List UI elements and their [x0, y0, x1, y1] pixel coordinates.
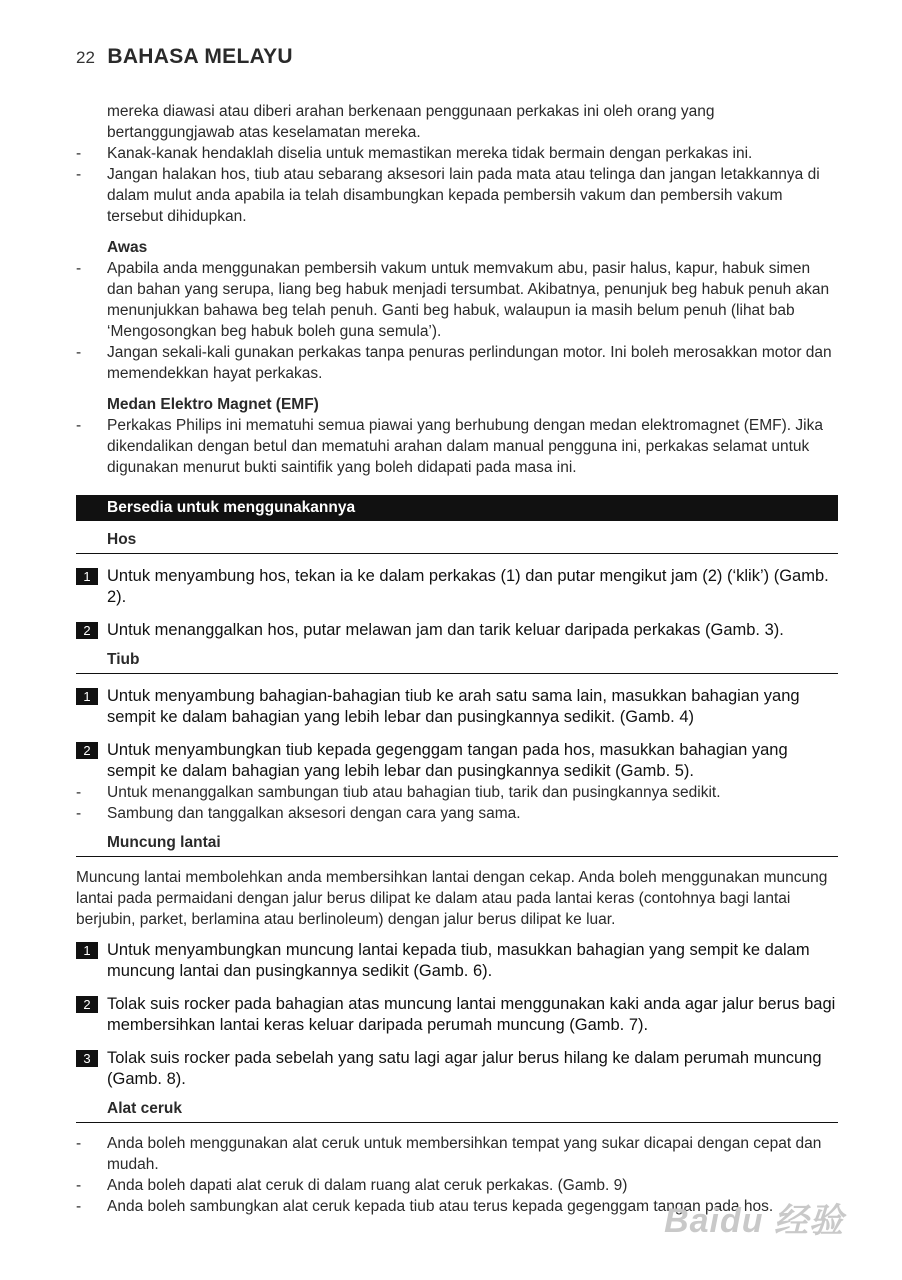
emf-heading: Medan Elektro Magnet (EMF) [107, 396, 319, 413]
step-item: 2 Tolak suis rocker pada bahagian atas muncung lantai menggunakan kaki anda agar jalur berus bagi membersihkan lantai keras keluar daripada perumah muncung (Gamb. 7). [76, 994, 838, 1036]
list-item: - Anda boleh dapati alat ceruk di dalam ruang alat ceruk perkakas. (Gamb. 9) [76, 1177, 628, 1194]
step-number: 2 [76, 622, 98, 639]
section-title-bar: Bersedia untuk menggunakannya [76, 495, 838, 521]
page-number: 22 [76, 48, 95, 67]
list-item: - Sambung dan tanggalkan aksesori dengan cara yang sama. [76, 805, 521, 822]
list-item: - Jangan sekali-kali gunakan perkakas tanpa penuras perlindungan motor. Ini boleh merosakkan motor dan memendekkan hayat perkakas. [76, 344, 832, 382]
step-number: 1 [76, 568, 98, 585]
hos-heading: Hos [76, 529, 838, 554]
watermark-logo: Baidu 经验 [664, 1202, 844, 1240]
list-item: - Apabila anda menggunakan pembersih vakum untuk memvakum abu, pasir halus, kapur, habuk simen dan bahan yang serupa, liang beg habuk menjadi tersumbat. Akibatnya, penunjuk beg habuk penuh akan menunjukkan bahawa beg telah penuh. Ganti beg habuk, walaupun ia masih belum penuh (lihat bab ‘Mengosongkan beg habuk boleh guna semula’). [76, 260, 830, 340]
tiub-heading: Tiub [76, 649, 838, 674]
step-number: 2 [76, 996, 98, 1013]
list-item: - Anda boleh menggunakan alat ceruk untuk membersihkan tempat yang sukar dicapai dengan cepat dan mudah. [76, 1135, 822, 1173]
list-item: - Kanak-kanak hendaklah diselia untuk memastikan mereka tidak bermain dengan perkakas ini. [76, 145, 753, 162]
language-title: BAHASA MELAYU [107, 45, 293, 68]
step-number: 1 [76, 688, 98, 705]
awas-heading: Awas [107, 239, 148, 256]
step-number: 1 [76, 942, 98, 959]
list-item: - Jangan halakan hos, tiub atau sebarang aksesori lain pada mata atau telinga dan jangan letakkannya di dalam mulut anda apabila ia telah disambungkan kepada pembersih vakum dan pembersih vakum tersebut dihidupkan. [76, 166, 820, 225]
page-header [76, 45, 293, 69]
document-body [76, 101, 838, 1217]
list-item: - Anda boleh sambungkan alat ceruk kepada tiub atau terus kepada gegenggam tangan pada hos. [76, 1198, 774, 1215]
list-item: - Untuk menanggalkan sambungan tiub atau bahagian tiub, tarik dan pusingkannya sedikit. [76, 784, 721, 801]
step-number: 2 [76, 742, 98, 759]
intro-continuation: mereka diawasi atau diberi arahan berkenaan penggunaan perkakas ini oleh orang yang bertanggungjawab atas keselamatan mereka. [107, 103, 715, 141]
muncung-description: Muncung lantai membolehkan anda membersihkan lantai dengan cekap. Anda boleh menggunakan muncung lantai pada permaidani dengan jalur berus dilipat ke dalam atau pada lantai keras (contohnya bagi lantai berjubin, parket, berlamina atau berlinoleum) dengan jalur berus dilipat ke luar. [76, 869, 828, 928]
muncung-heading: Muncung lantai [76, 832, 838, 857]
alat-heading: Alat ceruk [76, 1098, 838, 1123]
step-number: 3 [76, 1050, 98, 1067]
step-item: 1 Untuk menyambung bahagian-bahagian tiub ke arah satu sama lain, masukkan bahagian yang sempit ke dalam bahagian yang lebih lebar dan pusingkannya sedikit. (Gamb. 4) [76, 686, 838, 728]
step-item: 2 Untuk menanggalkan hos, putar melawan jam dan tarik keluar daripada perkakas (Gamb. 3). [76, 620, 838, 641]
step-item: 1 Untuk menyambung hos, tekan ia ke dalam perkakas (1) dan putar mengikut jam (2) (‘klik’) (Gamb. 2). [76, 566, 838, 608]
step-item: 3 Tolak suis rocker pada sebelah yang satu lagi agar jalur berus hilang ke dalam perumah muncung (Gamb. 8). [76, 1048, 838, 1090]
list-item: - Perkakas Philips ini mematuhi semua piawai yang berhubung dengan medan elektromagnet (EMF). Jika dikendalikan dengan betul dan mematuhi arahan dalam manual pengguna ini, perkakas selamat untuk digunakan menurut bukti saintifik yang boleh didapati pada masa ini. [76, 417, 823, 476]
step-item: 2 Untuk menyambungkan tiub kepada gegenggam tangan pada hos, masukkan bahagian yang sempit ke dalam bahagian yang lebih lebar dan pusingkannya sedikit (Gamb. 5). [76, 740, 838, 782]
step-item: 1 Untuk menyambungkan muncung lantai kepada tiub, masukkan bahagian yang sempit ke dalam muncung lantai dan pusingkannya sedikit (Gamb. 6). [76, 940, 838, 982]
